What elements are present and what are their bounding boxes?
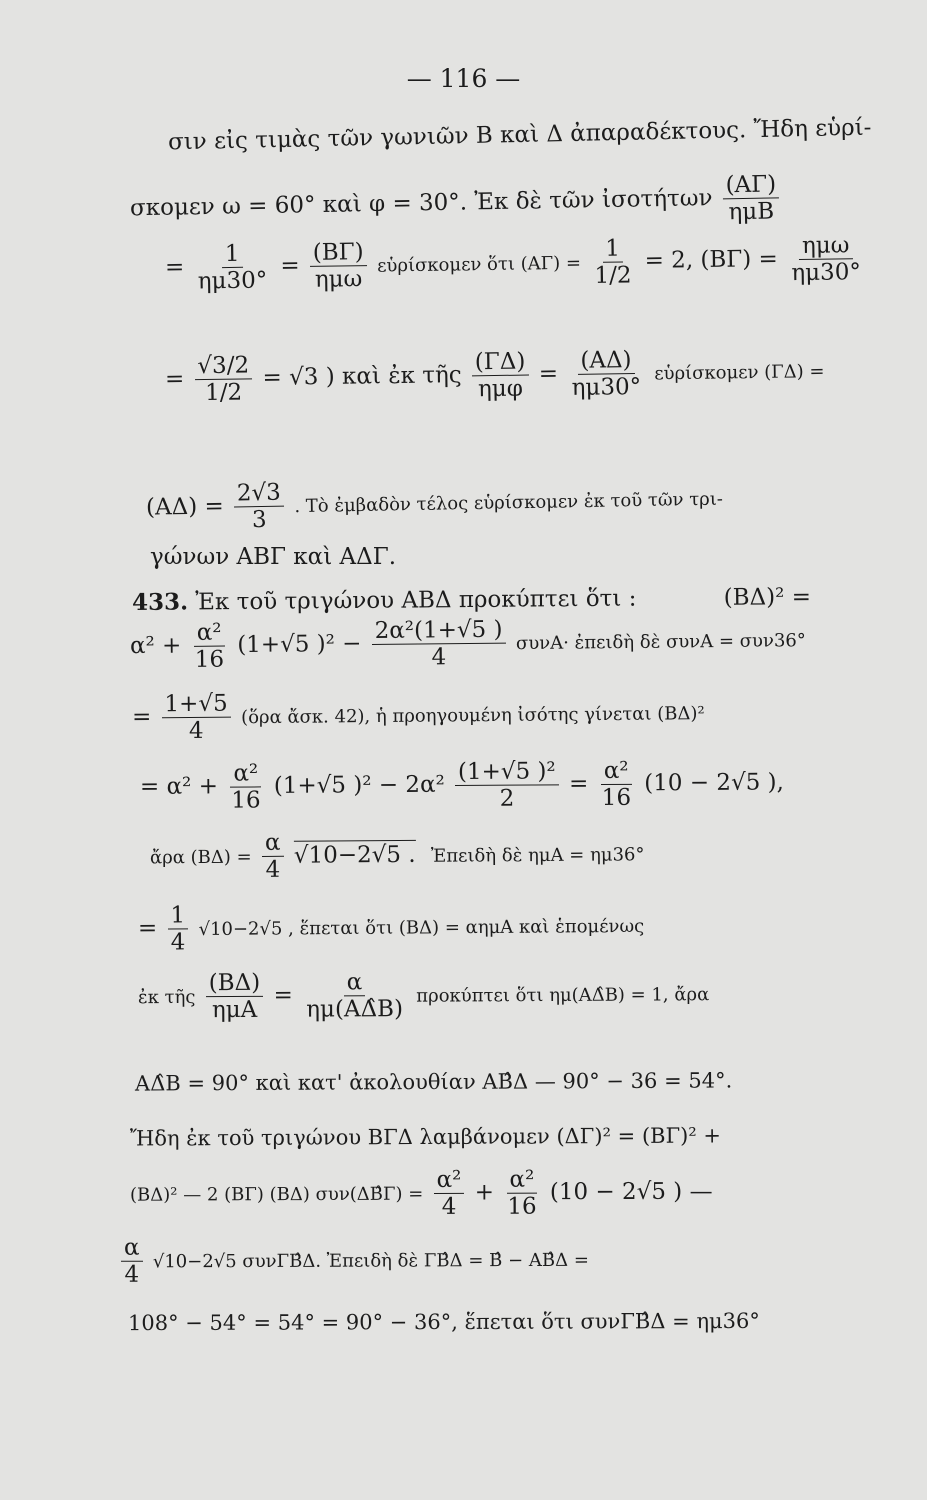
- text-line-2: [130, 172, 783, 235]
- fraction: $\frac{1}{\eta\mu 30^\circ}$: [197, 240, 268, 295]
- fraction: $\frac{\text{2α²(1+√5 )}}{4}$: [372, 618, 506, 671]
- text-line-18: 108° − 54° = 54° = 90° − 36°, ἕπεται ὅτι συνΓΒ̂Δ = ημ36°: [127, 1308, 760, 1336]
- text-line-6: γώνων ΑΒΓ καὶ ΑΔΓ.: [150, 544, 397, 570]
- fraction: $\frac{1+√5}{4}$: [161, 692, 231, 744]
- fraction: $\frac{\alpha}{\eta\mu(A\DeltâB)}$: [306, 969, 404, 1023]
- fraction: $\frac{(B\Delta)}{\text{ημΑ}}$: [206, 971, 264, 1023]
- fraction: $\frac{\alpha}{4}$: [121, 1236, 143, 1287]
- equation-line-4: = $\frac{√3/2}{1/2}$ = √3 ) καὶ ἐκ τῆς $\frac{(\Gamma\Delta)}{\text{ημφ}}$ = $\frac{(A\Delta)}{\eta\mu 30^\circ}$ εὑρίσκομεν (ΓΔ) =: [164, 347, 825, 407]
- fraction: $\frac{\alpha}{4}$: [262, 831, 284, 882]
- exercise-header-433: 433. Ἐκ τοῦ τριγώνου ΑΒΔ προκύπτει ὅτι : (ΒΔ)² =: [131, 584, 812, 616]
- equation-line-3: = $\frac{1}{\eta\mu 30^\circ}$ = $\frac{(B\Gamma)}{\text{ημω}}$ εὑρίσκομεν ὅτι (ΑΓ) = $\frac{1}{1/2}$ = 2, (ΒΓ) = $\frac{\text{ημω}}{\eta\mu 30^\circ}$: [165, 233, 867, 294]
- fraction: $\frac{(A\Gamma)}{\text{ημΒ}}$: [722, 172, 779, 224]
- fraction: $\frac{(A\Delta)}{\eta\mu 30^\circ}$: [571, 347, 642, 402]
- fraction: $\frac{\text{α²}}{16}$: [231, 760, 261, 814]
- fraction: $\frac{2√3}{3}$: [234, 481, 285, 533]
- equation-line-5: (ΑΔ) = $\frac{2√3}{3}$ . Τὸ ἐμβαδὸν τέλος εὑρίσκομεν ἐκ τοῦ τῶν τρι-: [145, 479, 724, 534]
- text-line-1: σιν εἰς τιμὰς τῶν γωνιῶν Β καὶ Δ ἀπαραδέκτους. Ἤδη εὑρί-: [167, 114, 872, 156]
- exercise-number: 433.: [131, 588, 189, 616]
- equation-line-10: = α² + $\frac{\text{α²}}{16}$ (1+√5 )² − 2α² $\frac{\text{(1+√5 )²}}{2}$ = $\frac{\text{α²}}{16}$ (10 − 2√5 ),: [139, 757, 784, 814]
- fraction: $\frac{(\Gamma\Delta)}{\text{ημφ}}$: [472, 350, 529, 402]
- fraction: $\frac{\text{α²}}{16}$: [194, 619, 225, 674]
- equation-line-17: $\frac{\alpha}{4}$ √10−2√5 συνΓΒ̂Δ. Ἐπειδὴ δὲ ΓΒ̂Δ = Β̂ − ΑΒ̂Δ =: [118, 1234, 589, 1287]
- compound-fraction: $\frac{√3/2}{1/2}$: [194, 353, 252, 405]
- equation-line-9: = $\frac{1+√5}{4}$ (ὅρα ἄσκ. 42), ἡ προηγουμένη ἰσότης γίνεται (ΒΔ)²: [131, 690, 705, 745]
- equation-line-12: = $\frac{1}{4}$ √10−2√5 , ἕπεται ὅτι (ΒΔ) = αημΑ καὶ ἑπομένως: [137, 902, 645, 956]
- fraction: $\frac{\text{(1+√5 )²}}{2}$: [455, 759, 559, 811]
- fraction: $\frac{\text{ημω}}{\eta\mu 30^\circ}$: [791, 232, 862, 287]
- equation-line-11: ἄρα (ΒΔ) = $\frac{\alpha}{4}$ √10−2√5 . Ἐπειδὴ δὲ ημΑ = ημ36°: [149, 829, 645, 884]
- fraction: $\frac{1}{4}$: [167, 903, 188, 954]
- fraction: $\frac{\text{α²}}{4}$: [434, 1168, 465, 1219]
- equation-line-13: ἐκ τῆς $\frac{(B\Delta)}{\text{ημΑ}}$ = $\frac{\alpha}{\eta\mu(A\DeltâB)}$ προκύπτει ὅτι ημ(ΑΔ̂Β) = 1, ἄρα: [137, 969, 710, 1024]
- fraction: $\frac{\text{α²}}{16}$: [601, 757, 632, 812]
- text-line-15: Ἤδη ἐκ τοῦ τριγώνου ΒΓΔ λαμβάνομεν (ΔΓ)² = (ΒΓ)² +: [129, 1123, 722, 1151]
- equation-line-16: (ΒΔ)² — 2 (ΒΓ) (ΒΔ) συν(ΔΒ̂Γ) = $\frac{\text{α²}}{4}$ + $\frac{\text{α²}}{16}$ (10 − 2√5 ) —: [129, 1166, 713, 1221]
- text-line-14: ΑΔ̂Β = 90° καὶ κατ' ἀκολουθίαν ΑΒ̂Δ — 90° − 36 = 54°.: [134, 1068, 733, 1096]
- fraction: $\frac{\text{α²}}{16}$: [507, 1166, 537, 1220]
- equation-line-8: α² + $\frac{\text{α²}}{16}$ (1+√5 )² − $\frac{\text{2α²(1+√5 )}}{4}$ συνΑ· ἐπειδὴ δὲ συνΑ = συν36°: [129, 616, 806, 674]
- page-number: — 116 —: [406, 64, 521, 93]
- fraction: $\frac{(B\Gamma)}{\text{ημω}}$: [310, 240, 368, 292]
- text-span: σκομεν ω = 60° καὶ φ = 30°. Ἐκ δὲ τῶν ἰσοτήτων: [129, 185, 713, 222]
- fraction: $\frac{1}{1/2}$: [594, 235, 632, 290]
